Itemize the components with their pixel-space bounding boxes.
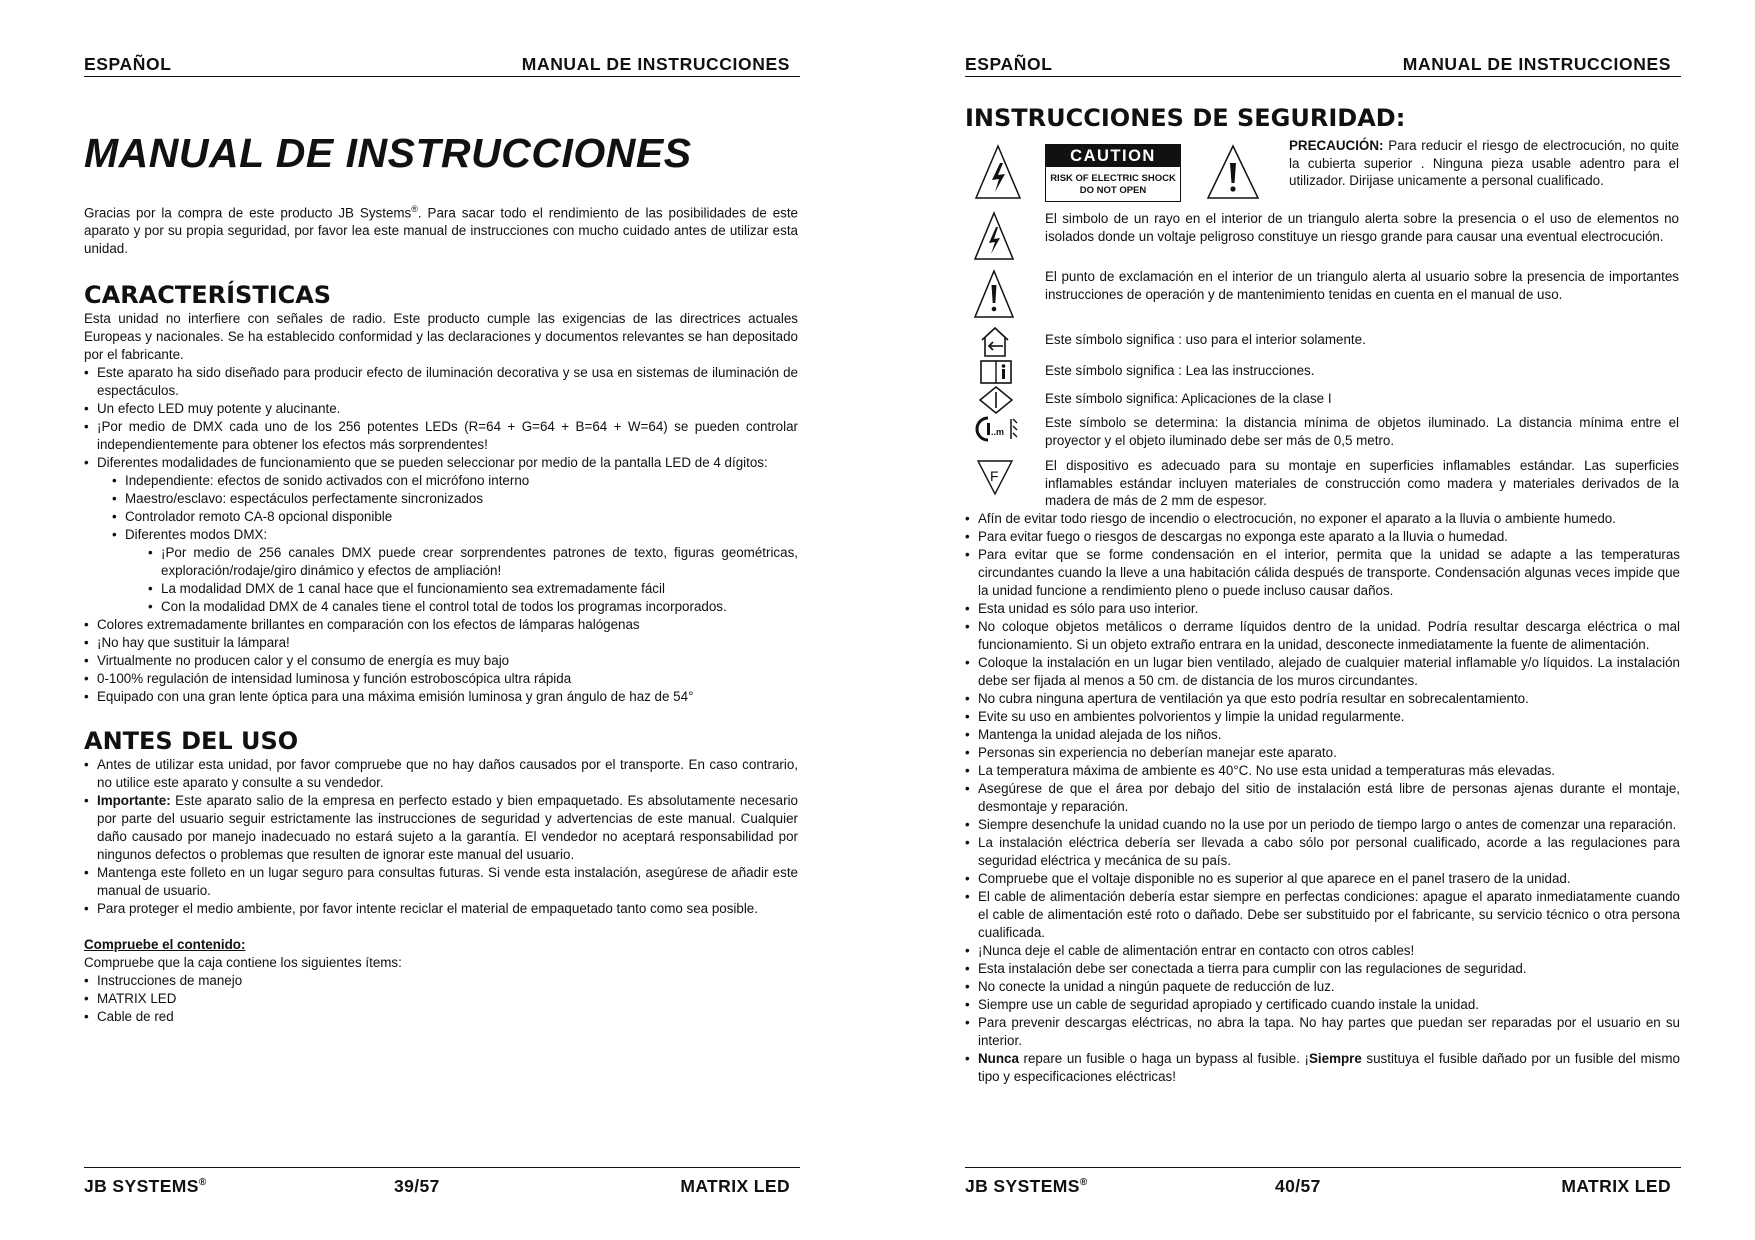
list-item: • ¡Nunca deje el cable de alimentación entrar en contacto con otros cables! bbox=[965, 942, 1680, 960]
safety-rules-list bbox=[965, 510, 1680, 1086]
list-item: • Esta unidad es sólo para uso interior. bbox=[965, 600, 1680, 618]
indoor-use-icon bbox=[979, 325, 1011, 359]
symbol-description: El simbolo de un rayo en el interior de un triangulo alerta sobre la presencia o el uso de elementos no isolados donde un voltaje peligroso constituye un riesgo grande para causar una eventual electrocución. bbox=[1045, 211, 1679, 244]
header-title: MANUAL DE INSTRUCCIONES bbox=[1402, 54, 1671, 74]
page-header bbox=[84, 54, 800, 77]
before-use-list bbox=[84, 756, 798, 918]
page-header bbox=[965, 54, 1681, 77]
list-item: • La instalación eléctrica debería ser llevada a cabo sólo por personal cualificado, acorde a las regulaciones para seguridad eléctrica y mecánica de su país. bbox=[965, 834, 1680, 870]
features-text: Esta unidad no interfiere con señales de radio. Este producto cumple las exigencias de las directrices actuales Europeas y nacionales. Se ha establecido conformidad y las declaraciones y documentos relevantes se han depositado por el fabricante. bbox=[84, 311, 798, 363]
symbol-description: El punto de exclamación en el interior de un triangulo alerta al usuario sobre la presencia de importantes instrucciones de operación y de mantenimiento tenidas en cuenta en el manual de uso. bbox=[1045, 269, 1679, 302]
list-item: • Mantenga este folleto en un lugar seguro para consultas futuras. Si vende esta instalación, asegúrese de añadir este manual de usuario. bbox=[84, 864, 798, 900]
list-item: • La temperatura máxima de ambiente es 40°C. No use esta unidad a temperaturas más elevadas. bbox=[965, 762, 1680, 780]
footer-brand: JB SYSTEMS® bbox=[84, 1176, 207, 1196]
features-list bbox=[84, 364, 798, 472]
page-footer bbox=[84, 1167, 800, 1196]
list-item: • Controlador remoto CA-8 opcional disponible bbox=[112, 508, 798, 526]
list-item: • Evite su uso en ambientes polvorientos y limpie la unidad regularmente. bbox=[965, 708, 1680, 726]
symbol-description: Este símbolo significa : Lea las instrucciones. bbox=[1045, 363, 1315, 378]
list-item: • Instrucciones de manejo bbox=[84, 972, 798, 990]
list-item: • No conecte la unidad a ningún paquete de reducción de luz. bbox=[965, 978, 1680, 996]
read-instructions-icon bbox=[979, 358, 1013, 386]
safety-rules bbox=[965, 510, 1680, 1086]
before-use-heading: ANTES DEL USO bbox=[84, 727, 299, 756]
list-item: • Colores extremadamente brillantes en comparación con los efectos de lámparas halógenas bbox=[84, 616, 798, 634]
features-heading: CARACTERÍSTICAS bbox=[84, 281, 332, 310]
symbol-description: Este símbolo significa : uso para el interior solamente. bbox=[1045, 332, 1366, 347]
features-list-continued bbox=[84, 616, 798, 706]
list-item: • Importante: Este aparato salio de la empresa en perfecto estado y bien empaquetado. Es absolutamente necesario por parte del usuario seguir estrictamente las instrucciones de seguridad y advertencias de este manual. Cualquier daño causado por manejo inadecuado no estará sujeto a la garantía. El vendedor no aceptará responsabilidad por ningunos defectos o problemas que resulten de ignorar este manual del usuario. bbox=[84, 792, 798, 864]
footer-brand: JB SYSTEMS® bbox=[965, 1176, 1088, 1196]
min-distance-icon bbox=[975, 414, 1019, 444]
list-item: • No coloque objetos metálicos o derrame líquidos dentro de la unidad. Podría resultar descarga eléctrica o mal funcionamiento. Si un objeto extraño entrara en la unidad, desconecte inmediatamente la fuente de alimentación. bbox=[965, 618, 1680, 654]
list-item: • Para proteger el medio ambiente, por favor intente reciclar el material de empaquetado tanto como sea posible. bbox=[84, 900, 798, 918]
list-item: • Esta instalación debe ser conectada a tierra para cumplir con las regulaciones de seguridad. bbox=[965, 960, 1680, 978]
contents-intro: Compruebe que la caja contiene los siguientes ítems: bbox=[84, 955, 402, 971]
list-item: • Diferentes modos DMX: bbox=[112, 526, 798, 544]
list-item: • El cable de alimentación debería estar siempre en perfectas condiciones: apague el aparato inmediatamente cuando el cable de alimentación esté roto o dañado. Debe ser substituido por el fabricante, su servicio técnico o otra persona cualificada. bbox=[965, 888, 1680, 942]
list-item: • Para evitar fuego o riesgos de descargas no exponga este aparato a la lluvia o humedad. bbox=[965, 528, 1680, 546]
precaution-text: PRECAUCIÓN: Para reducir el riesgo de electrocución, no quite la cubierta superior . Ninguna pieza usable adentro para el utilizador. Dirijase unicamente a personal cualificado. bbox=[1289, 138, 1679, 188]
header-language: ESPAÑOL bbox=[965, 54, 1053, 74]
list-item: • Coloque la instalación en un lugar bien ventilado, alejado de cualquier material inflamable y/o líquidos. La instalación debe ser fijada al menos a 50 cm. de distancia de los muros circundantes. bbox=[965, 654, 1680, 690]
list-item: • Siempre use un cable de seguridad apropiado y certificado cuando instale la unidad. bbox=[965, 996, 1680, 1014]
list-item: • Afín de evitar todo riesgo de incendio o electrocución, no exponer el aparato a la lluvia o ambiente humedo. bbox=[965, 510, 1680, 528]
list-item: • Equipado con una gran lente óptica para una máxima emisión luminosa y gran ángulo de haz de 54° bbox=[84, 688, 798, 706]
list-item: • Con la modalidad DMX de 4 canales tiene el control total de todos los programas incorporados. bbox=[148, 598, 798, 616]
safety-heading: INSTRUCCIONES DE SEGURIDAD: bbox=[965, 104, 1406, 132]
list-item: • Antes de utilizar esta unidad, por favor compruebe que no hay daños causados por el transporte. En caso contrario, no utilice este aparato y consulte a su vendedor. bbox=[84, 756, 798, 792]
list-item: • Compruebe que el voltaje disponible no es superior al que aparece en el panel trasero de la unidad. bbox=[965, 870, 1680, 888]
list-item: • La modalidad DMX de 1 canal hace que el funcionamiento sea extremadamente fácil bbox=[148, 580, 798, 598]
exclamation-triangle-icon bbox=[1205, 143, 1261, 201]
list-item: • Para prevenir descargas eléctricas, no abra la tapa. No hay partes que puedan ser reparadas por el usuario en su interior. bbox=[965, 1014, 1680, 1050]
list-item: • Diferentes modalidades de funcionamiento que se pueden seleccionar por medio de la pantalla LED de 4 dígitos: bbox=[84, 454, 798, 472]
page-number: 39/57 bbox=[394, 1176, 440, 1196]
footer-product: MATRIX LED bbox=[680, 1176, 790, 1196]
list-item: • Virtualmente no producen calor y el consumo de energía es muy bajo bbox=[84, 652, 798, 670]
modes-list bbox=[112, 472, 798, 544]
contents-list bbox=[84, 972, 798, 1026]
page-footer bbox=[965, 1167, 1681, 1196]
list-item: • Independiente: efectos de sonido activados con el micrófono interno bbox=[112, 472, 798, 490]
footer-product: MATRIX LED bbox=[1561, 1176, 1671, 1196]
class-1-icon bbox=[978, 385, 1014, 415]
symbol-description: Este símbolo significa: Aplicaciones de la clase I bbox=[1045, 391, 1332, 406]
exclamation-triangle-icon bbox=[972, 268, 1016, 320]
list-item: • Maestro/esclavo: espectáculos perfectamente sincronizados bbox=[112, 490, 798, 508]
list-item: • MATRIX LED bbox=[84, 990, 798, 1008]
list-item: • No cubra ninguna apertura de ventilación ya que esto podría resultar en sobrecalentamiento. bbox=[965, 690, 1680, 708]
flammable-surface-icon bbox=[975, 457, 1015, 497]
flammable-label: F bbox=[990, 468, 999, 484]
list-item: • Cable de red bbox=[84, 1008, 798, 1026]
caution-label: CAUTION RISK OF ELECTRIC SHOCK DO NOT OPEN bbox=[1045, 144, 1181, 202]
page-40 bbox=[965, 0, 1685, 1240]
list-item: • Nunca repare un fusible o haga un bypass al fusible. ¡Siempre sustituya el fusible dañado por un fusible del mismo tipo y especificaciones eléctricas! bbox=[965, 1050, 1680, 1086]
page-39-content bbox=[84, 130, 798, 1026]
list-item: • 0-100% regulación de intensidad luminosa y función estroboscópica ultra rápida bbox=[84, 670, 798, 688]
manual-title: MANUAL DE INSTRUCCIONES bbox=[84, 130, 692, 176]
header-language: ESPAÑOL bbox=[84, 54, 172, 74]
header-title: MANUAL DE INSTRUCCIONES bbox=[521, 54, 790, 74]
list-item: • Mantenga la unidad alejada de los niños. bbox=[965, 726, 1680, 744]
list-item: • ¡Por medio de 256 canales DMX puede crear sorprendentes patrones de texto, figuras geométricas, exploración/rodaje/giro dinámico y efectos de ampliación! bbox=[148, 544, 798, 580]
list-item: • ¡Por medio de DMX cada uno de los 256 potentes LEDs (R=64 + G=64 + B=64 + W=64) se pueden controlar independientemente para obtener los efectos más sorprendentes! bbox=[84, 418, 798, 454]
list-item: • Personas sin experiencia no deberían manejar este aparato. bbox=[965, 744, 1680, 762]
contents-heading: Compruebe el contenido: bbox=[84, 937, 246, 953]
list-item: • Siempre desenchufe la unidad cuando no la use por un periodo de tiempo largo o antes de comenzar una reparación. bbox=[965, 816, 1680, 834]
min-distance-label: ..m bbox=[991, 427, 1005, 437]
list-item: • ¡No hay que sustituir la lámpara! bbox=[84, 634, 798, 652]
list-item: • Un efecto LED muy potente y alucinante. bbox=[84, 400, 798, 418]
page-number: 40/57 bbox=[1275, 1176, 1321, 1196]
page-39 bbox=[84, 0, 804, 1240]
lightning-triangle-icon bbox=[973, 143, 1023, 201]
list-item: • Asegúrese de que el área por debajo del sitio de instalación está libre de personas ajenas durante el montaje, desmontaje y reparación. bbox=[965, 780, 1680, 816]
list-item: • Para evitar que se forme condensación en el interior, permita que la unidad se adapte a las temperaturas circundantes cuando la lleve a una habitación cálida después de transporte. Condensación algunas veces impide que la unidad funcione a rendimiento pleno o puede incluso causar daños. bbox=[965, 546, 1680, 600]
symbol-description: Este símbolo se determina: la distancia mínima de objetos iluminado. La distancia mínima entre el proyector y el objeto iluminado debe ser más de 0,5 metro. bbox=[1045, 415, 1679, 448]
symbol-description: El dispositivo es adecuado para su montaje en superficies inflamables estándar. Las superficies inflamables estándar incluyen materiales de construcción como madera y materiales derivados de la madera de más de 2 mm de espesor. bbox=[1045, 458, 1679, 508]
dmx-modes-list bbox=[148, 544, 798, 616]
list-item: • Este aparato ha sido diseñado para producir efecto de iluminación decorativa y se usa en sistemas de iluminación de espectáculos. bbox=[84, 364, 798, 400]
intro-paragraph: Gracias por la compra de este producto JB Systems®. Para sacar todo el rendimiento de las posibilidades de este aparato y por su propia seguridad, por favor lea este manual de instrucciones con mucho cuidado antes de utilizar esta unidad. bbox=[84, 204, 799, 257]
lightning-triangle-icon bbox=[972, 210, 1016, 262]
